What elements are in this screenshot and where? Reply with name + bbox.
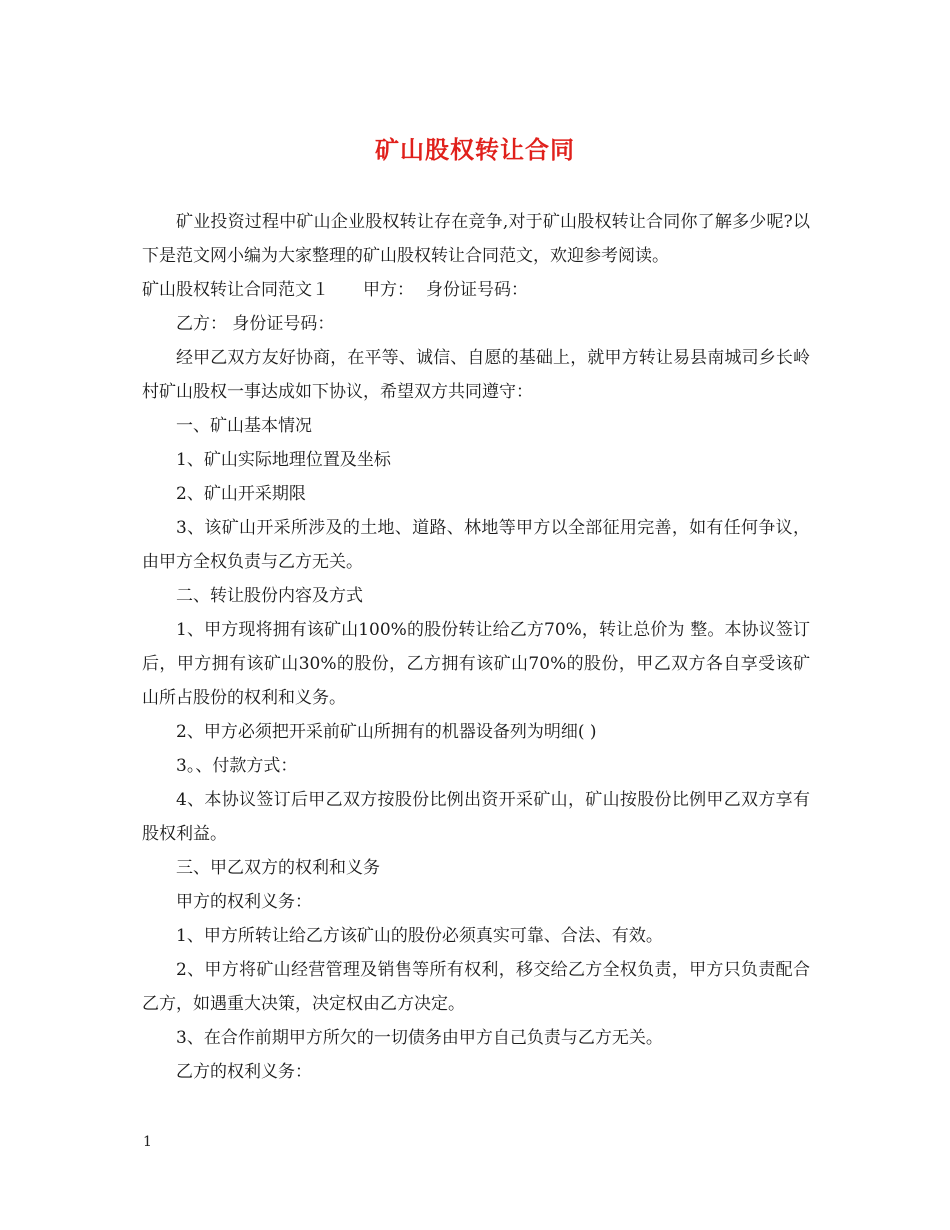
party-a-label: 甲方： xyxy=(363,280,414,300)
paragraph-6: 1、甲方现将拥有该矿山100%的股份转让给乙方70%，转让总价为 整。本协议签订后，甲方拥有该矿山30%的股份，乙方拥有该矿山70%的股份，甲乙双方各自享受该矿山所占股份的权利和义务。 xyxy=(142,620,810,708)
party-b-line: 乙方： 身份证号码： xyxy=(176,314,335,334)
section-heading-2: 二、转让股份内容及方式 xyxy=(176,586,363,606)
section-heading-3: 三、甲乙双方的权利和义务 xyxy=(176,858,380,878)
paragraph-7: 2、甲方必须把开采前矿山所拥有的机器设备列为明细( ) xyxy=(176,722,597,742)
paragraph-14: 3、在合作前期甲方所欠的一切债务由甲方自己负责与乙方无关。 xyxy=(176,1028,663,1048)
document-body xyxy=(142,205,810,1089)
paragraph-13: 2、甲方将矿山经营管理及销售等所有权利，移交给乙方全权负责，甲方只负责配合乙方，如遇重大决策，决定权由乙方决定。 xyxy=(142,960,810,1014)
party-a-id-label: 身份证号码： xyxy=(426,280,528,300)
sample-title: 矿山股权转让合同范文１ xyxy=(142,280,329,300)
section-heading-1: 一、矿山基本情况 xyxy=(176,416,312,436)
paragraph-2: 1、矿山实际地理位置及坐标 xyxy=(176,450,391,470)
document-title: 矿山股权转让合同 xyxy=(375,136,575,164)
paragraph-8: 3。、付款方式： xyxy=(176,756,298,776)
paragraph-0: 经甲乙双方友好协商，在平等、诚信、自愿的基础上，就甲方转让易县南城司乡长岭村矿山股权一事达成如下协议，希望双方共同遵守： xyxy=(142,348,810,402)
intro-paragraph: 矿业投资过程中矿山企业股权转让存在竞争,对于矿山股权转让合同你了解多少呢?以下是范文网小编为大家整理的矿山股权转让合同范文，欢迎参考阅读。 xyxy=(142,212,810,266)
paragraph-12: 1、甲方所转让给乙方该矿山的股份必须真实可靠、合法、有效。 xyxy=(176,926,663,946)
paragraph-4: 3、该矿山开采所涉及的土地、道路、林地等甲方以全部征用完善，如有任何争议，由甲方全权负责与乙方无关。 xyxy=(142,518,810,572)
sample-heading-line xyxy=(142,273,810,307)
paragraph-3: 2、矿山开采期限 xyxy=(176,484,306,504)
party-a-rights-heading: 甲方的权利义务： xyxy=(176,892,312,912)
page-number: 1 xyxy=(143,1134,152,1150)
paragraph-9: 4、本协议签订后甲乙双方按股份比例出资开采矿山，矿山按股份比例甲乙双方享有股权利益。 xyxy=(142,790,810,844)
party-b-rights-heading: 乙方的权利义务： xyxy=(176,1062,312,1082)
